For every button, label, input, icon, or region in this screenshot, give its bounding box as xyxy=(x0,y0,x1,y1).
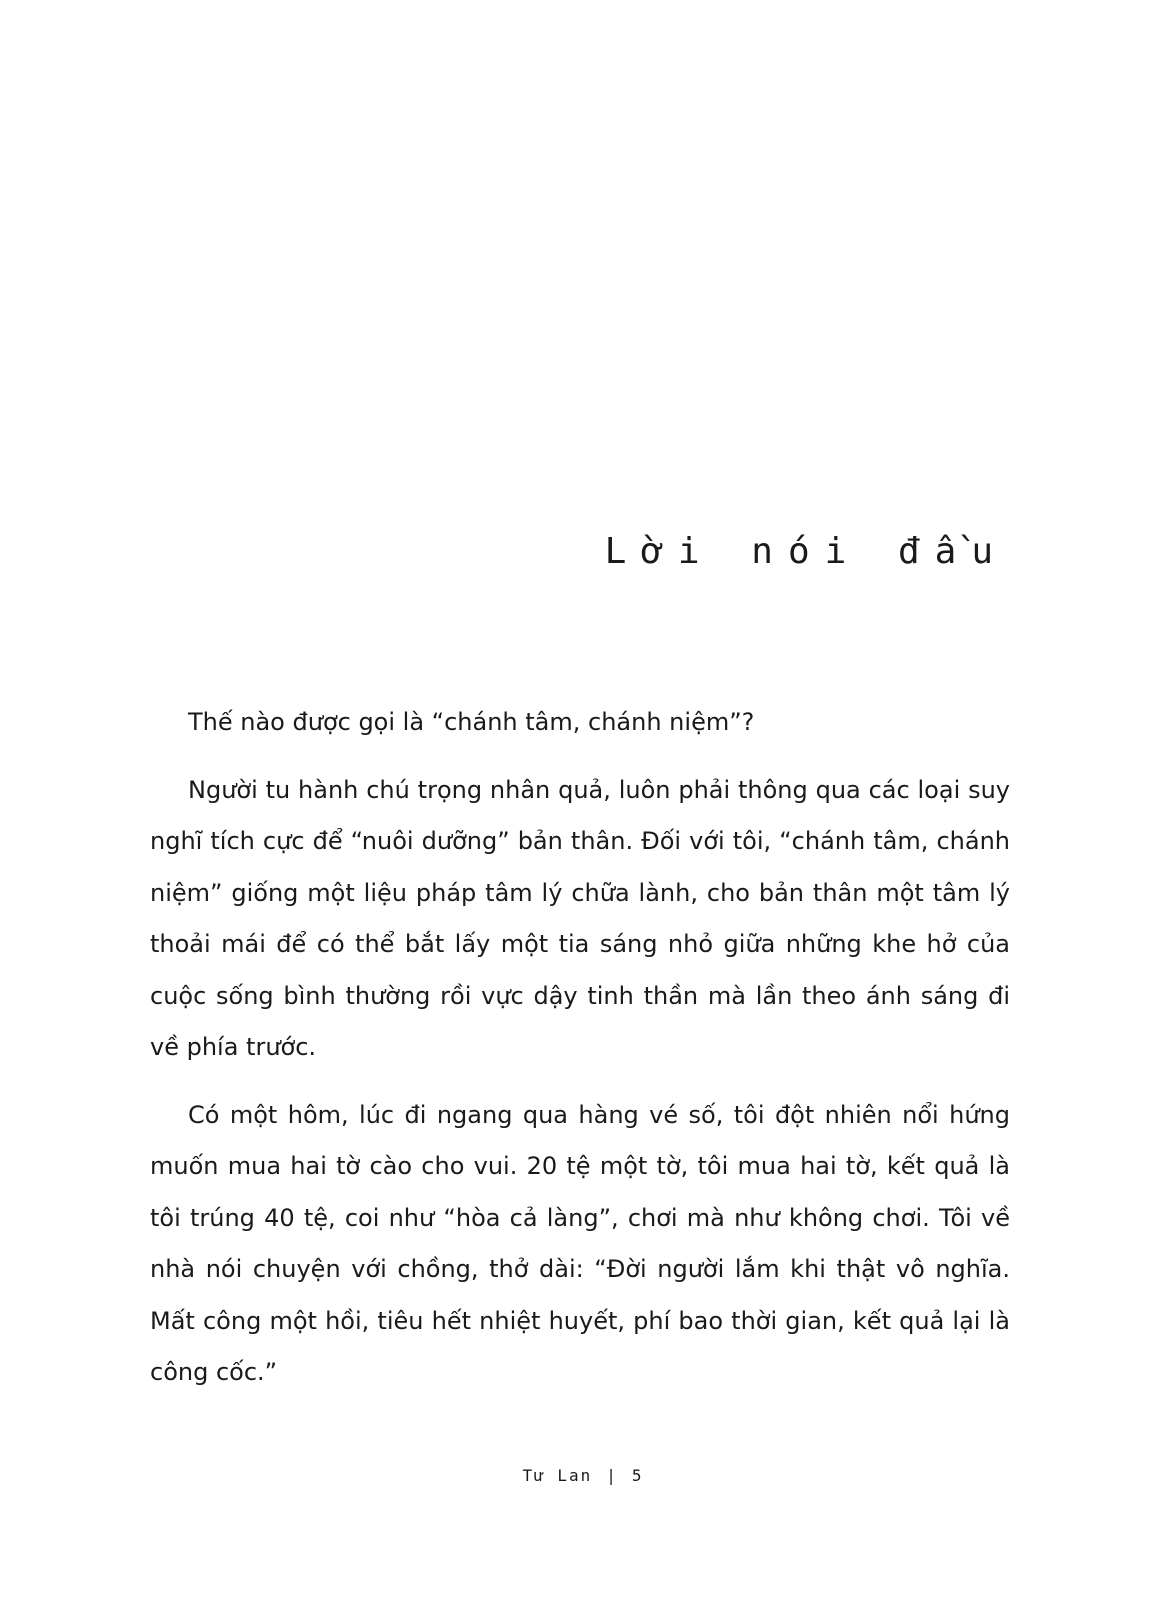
paragraph-1: Thế nào được gọi là “chánh tâm, chánh niệm”? xyxy=(188,708,755,736)
chapter-title: Lời nói đầu xyxy=(604,531,1008,572)
paragraph-2: Người tu hành chú trọng nhân quả, luôn phải thông qua các loại suy nghĩ tích cực để “nuôi dưỡng” bản thân. Đối với tôi, “chánh tâm, chánh niệm” giống một liệu pháp tâm lý chữa lành, cho bản thân một tâm lý thoải mái để có thể bắt lấy một tia sáng nhỏ giữa những khe hở của cuộc sống bình thường rồi vực dậy tinh thần mà lần theo ánh sáng đi về phía trước. xyxy=(150,775,1010,1061)
page-footer xyxy=(0,1466,1166,1486)
footer-author: Tư Lan xyxy=(522,1466,593,1485)
paragraph-3: Có một hôm, lúc đi ngang qua hàng vé số, tôi đột nhiên nổi hứng muốn mua hai tờ cào cho vui. 20 tệ một tờ, tôi mua hai tờ, kết quả là tôi trúng 40 tệ, coi như “hòa cả làng”, chơi mà như không chơi. Tôi về nhà nói chuyện với chồng, thở dài: “Đời người lắm khi thật vô nghĩa. Mất công một hồi, tiêu hết nhiệt huyết, phí bao thời gian, kết quả lại là công cốc.” xyxy=(150,1100,1010,1386)
body-text xyxy=(150,697,1010,1415)
page-number: 5 xyxy=(631,1466,644,1485)
footer-separator: | xyxy=(606,1466,618,1485)
